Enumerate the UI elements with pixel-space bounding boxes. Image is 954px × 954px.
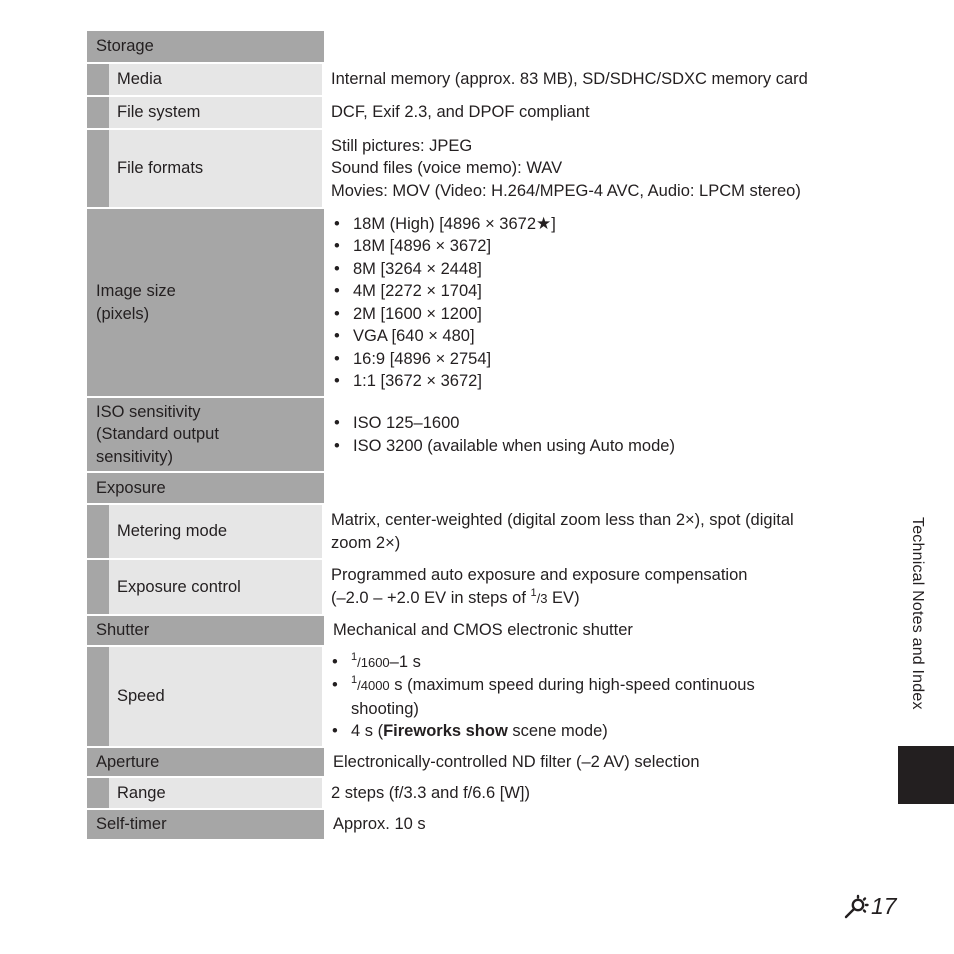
row-range	[87, 778, 847, 810]
label-media: Media	[109, 64, 322, 95]
star-icon: ★	[536, 213, 552, 233]
label-speed: Speed	[109, 647, 322, 746]
value-iso	[324, 398, 847, 471]
list-item: • ISO 3200 (available when using Auto mode)	[333, 435, 838, 458]
row-self-timer	[87, 810, 847, 839]
value-exposure-control: Programmed auto exposure and exposure compensation (–2.0 – +2.0 EV in steps of $^1$/3 EV)	[331, 566, 748, 607]
row-shutter	[87, 616, 847, 647]
label-exposure-control: Exposure control	[109, 560, 322, 614]
spec-table	[87, 31, 847, 839]
row-media	[87, 64, 847, 97]
list-item: • 4M [2272 × 1704]	[333, 280, 838, 303]
row-storage	[87, 31, 847, 64]
section-title: Technical Notes and Index	[909, 517, 926, 710]
row-metering	[87, 505, 847, 560]
value-speed	[322, 647, 847, 746]
label-storage: Storage	[87, 31, 324, 62]
row-file-formats	[87, 130, 847, 209]
page-number: 17	[843, 893, 897, 920]
list-item: • 2M [1600 × 1200]	[333, 303, 838, 326]
label-exposure: Exposure	[87, 473, 324, 503]
label-metering: Metering mode	[109, 505, 322, 558]
value-image-size	[324, 209, 847, 396]
label-shutter: Shutter	[87, 616, 324, 645]
value-range: 2 steps (f/3.3 and f/6.6 [W])	[331, 783, 531, 802]
label-iso: ISO sensitivity (Standard output sensitivity)	[87, 398, 324, 471]
value-file-system: DCF, Exif 2.3, and DPOF compliant	[331, 103, 590, 122]
value-self-timer: Approx. 10 s	[333, 815, 426, 834]
label-self-timer: Self-timer	[87, 810, 324, 839]
list-item: • 1:1 [3672 × 3672]	[333, 370, 838, 393]
list-item: • 4 s (Fireworks show scene mode)	[331, 720, 838, 743]
row-image-size	[87, 209, 847, 398]
row-exposure-control	[87, 560, 847, 616]
wrench-icon	[843, 894, 869, 920]
list-item: • VGA [640 × 480]	[333, 325, 838, 348]
row-speed	[87, 647, 847, 748]
list-item: • $^1$/4000 s (maximum speed during high-speed continuous shooting)	[331, 674, 838, 720]
value-shutter: Mechanical and CMOS electronic shutter	[333, 621, 633, 640]
list-item: • 18M (High) [4896 × 3672★]	[333, 213, 838, 236]
section-tab	[898, 746, 954, 804]
list-item: • ISO 125–1600	[333, 412, 838, 435]
list-item: • 8M [3264 × 2448]	[333, 258, 838, 281]
label-file-system: File system	[109, 97, 322, 128]
list-item: • 16:9 [4896 × 2754]	[333, 348, 838, 371]
label-image-size: Image size (pixels)	[87, 209, 324, 396]
label-aperture: Aperture	[87, 748, 324, 776]
value-file-formats: Still pictures: JPEG Sound files (voice memo): WAV Movies: MOV (Video: H.264/MPEG-4 AVC, Audio: LPCM stereo)	[331, 136, 801, 200]
row-iso	[87, 398, 847, 473]
row-file-system	[87, 97, 847, 130]
label-range: Range	[109, 778, 322, 808]
value-aperture: Electronically-controlled ND filter (–2 AV) selection	[333, 752, 700, 771]
row-exposure	[87, 473, 847, 505]
row-aperture	[87, 748, 847, 778]
list-item: • 18M [4896 × 3672]	[333, 235, 838, 258]
list-item: • $^1$/1600–1 s	[331, 651, 838, 675]
value-media: Internal memory (approx. 83 MB), SD/SDHC/SDXC memory card	[331, 70, 808, 89]
label-file-formats: File formats	[109, 130, 322, 207]
value-metering: Matrix, center-weighted (digital zoom less than 2×), spot (digital zoom 2×)	[331, 511, 794, 552]
